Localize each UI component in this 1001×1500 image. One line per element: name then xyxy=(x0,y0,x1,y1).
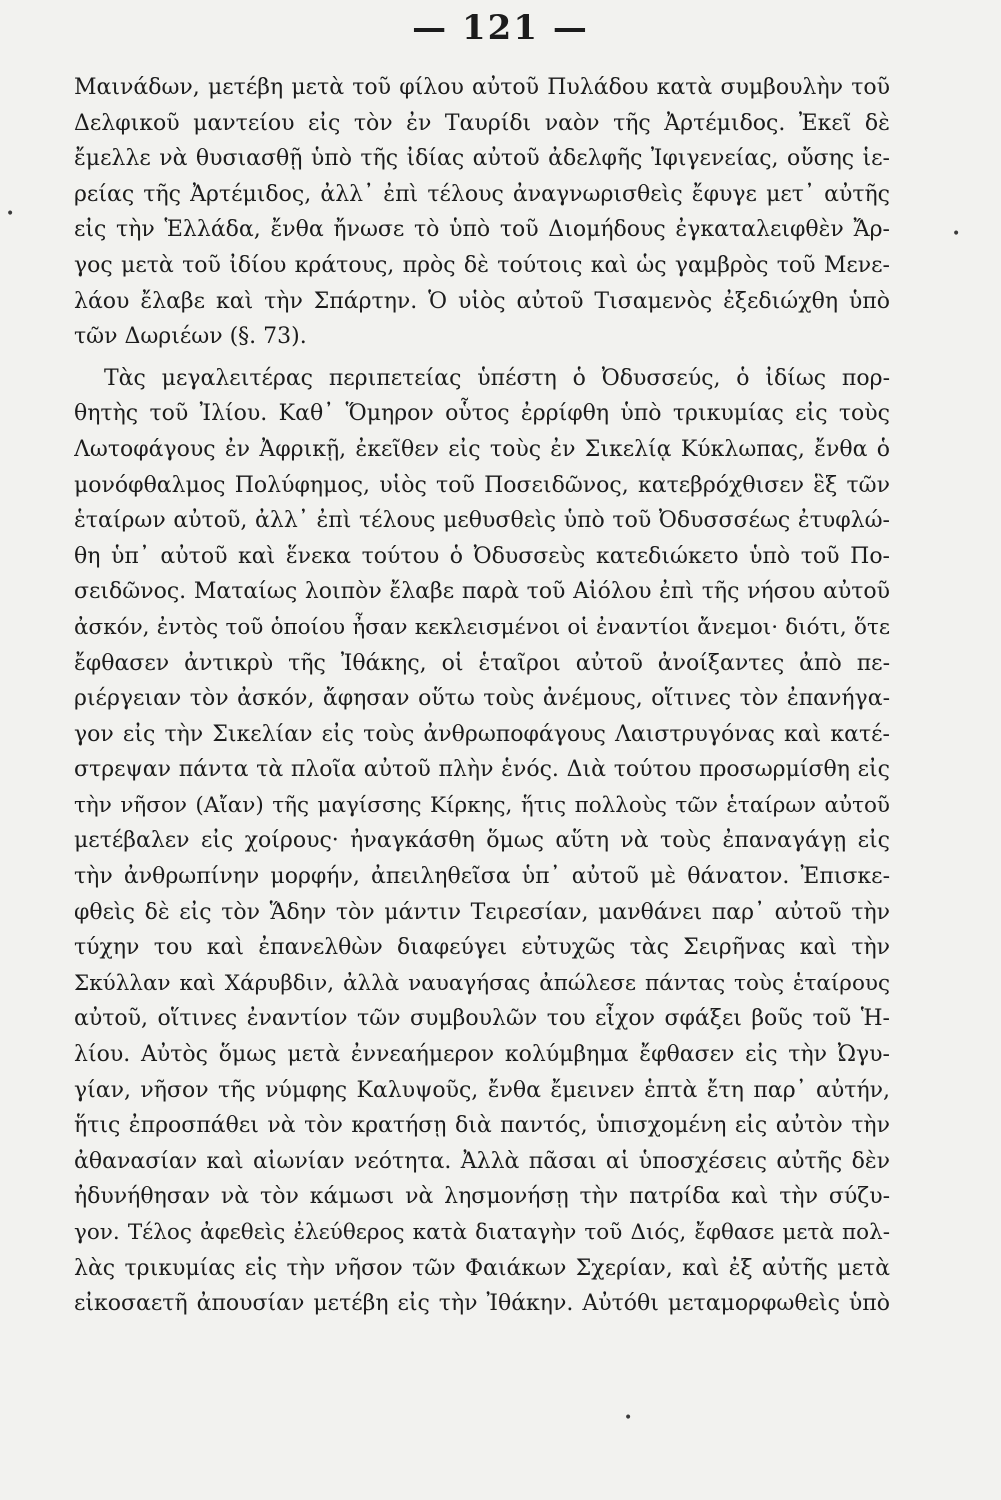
text-line: γος μετὰ τοῦ ἰδίου κράτους, πρὸς δὲ τούτοις καὶ ὡς γαμβρὸς τοῦ Μενε- xyxy=(74,252,890,278)
text-line: Λωτοφάγους ἐν Ἀφρικῇ, ἐκεῖθεν εἰς τοὺς ἐν Σικελίᾳ Κύκλωπας, ἔνθα ὁ xyxy=(74,436,890,462)
text-line: ἔμελλε νὰ θυσιασθῇ ὑπὸ τῆς ἰδίας αὐτοῦ ἀδελφῆς Ἰφιγενείας, οὔσης ἱε- xyxy=(74,146,890,172)
text-line: Δελφικοῦ μαντείου εἰς τὸν ἐν Ταυρίδι ναὸν τῆς Ἀρτέμιδος. Ἐκεῖ δὲ xyxy=(74,110,890,136)
body-text xyxy=(74,70,890,1322)
text-line: τύχην του καὶ ἐπανελθὼν διαφεύγει εὐτυχῶς τὰς Σειρῆνας καὶ τὴν xyxy=(74,935,890,961)
text-line: ἥτις ἐπροσπάθει νὰ τὸν κρατήσῃ διὰ παντός, ὑπισχομένη εἰς αὐτὸν τὴν xyxy=(74,1113,890,1139)
text-line: μετέβαλεν εἰς χοίρους· ἠναγκάσθη ὅμως αὕτη νὰ τοὺς ἐπαναγάγῃ εἰς xyxy=(74,828,890,854)
text-line: τὴν νῆσον (Αἴαν) τῆς μαγίσσης Κίρκης, ἥτις πολλοὺς τῶν ἑταίρων αὐτοῦ xyxy=(74,792,890,818)
text-line: εἰς τὴν Ἑλλάδα, ἔνθα ἤνωσε τὸ ὑπὸ τοῦ Διομήδους ἐγκαταλειφθὲν Ἄρ- xyxy=(74,217,890,243)
text-line: ἀσκόν, ἐντὸς τοῦ ὁποίου ἦσαν κεκλεισμένοι οἱ ἐναντίοι ἄνεμοι· διότι, ὅτε xyxy=(74,614,890,640)
text-line: τὴν ἀνθρωπίνην μορφήν, ἀπειληθεῖσα ὑπ᾽ αὐτοῦ μὲ θάνατον. Ἐπισκε- xyxy=(74,864,890,890)
text-line: Μαινάδων, μετέβη μετὰ τοῦ φίλου αὐτοῦ Πυλάδου κατὰ συμβουλὴν τοῦ xyxy=(74,75,890,100)
text-line: Σκύλλαν καὶ Χάρυβδιν, ἀλλὰ ναυαγήσας ἀπώλεσε πάντας τοὺς ἑταίρους xyxy=(74,970,890,996)
text-line: εἰκοσαετῆ ἀπουσίαν μετέβη εἰς τὴν Ἰθάκην. Αὐτόθι μεταμορφωθεὶς ὑπὸ xyxy=(74,1291,890,1317)
text-line: μονόφθαλμος Πολύφημος, υἱὸς τοῦ Ποσειδῶνος, κατεβρόχθισεν ἓξ τῶν xyxy=(74,472,890,498)
text-line: γον. Τέλος ἀφεθεὶς ἐλεύθερος κατὰ διαταγὴν τοῦ Διός, ἔφθασε μετὰ πολ- xyxy=(74,1220,890,1245)
margin-mark: • xyxy=(624,1410,633,1426)
margin-mark: • xyxy=(6,206,15,222)
paragraph-2 xyxy=(74,361,890,1322)
text-line: στρεψαν πάντα τὰ πλοῖα αὐτοῦ πλὴν ἑνός. Διὰ τούτου προσωρμίσθη εἰς xyxy=(74,757,890,783)
text-line: ἀθανασίαν καὶ αἰωνίαν νεότητα. Ἀλλὰ πᾶσαι αἱ ὑποσχέσεις αὐτῆς δὲν xyxy=(74,1148,890,1174)
margin-mark: • xyxy=(952,226,961,242)
text-line: αὐτοῦ, οἵτινες ἐναντίον τῶν συμβουλῶν του εἶχον σφάξει βοῦς τοῦ Ἡ- xyxy=(74,1006,890,1032)
page-number: — 121 — xyxy=(412,8,589,48)
text-line: ἑταίρων αὐτοῦ, ἀλλ᾽ ἐπὶ τέλους μεθυσθεὶς ὑπὸ τοῦ Ὀδυσσσέως ἐτυφλώ- xyxy=(74,508,890,534)
text-line: θη ὑπ᾽ αὐτοῦ καὶ ἕνεκα τούτου ὁ Ὀδυσσεὺς κατεδιώκετο ὑπὸ τοῦ Πο- xyxy=(74,543,890,569)
text-line: γίαν, νῆσον τῆς νύμφης Καλυψοῦς, ἔνθα ἔμεινεν ἑπτὰ ἔτη παρ᾽ αὐτήν, xyxy=(74,1077,890,1103)
text-line: λὰς τρικυμίας εἰς τὴν νῆσον τῶν Φαιάκων Σχερίαν, καὶ ἐξ αὐτῆς μετὰ xyxy=(74,1255,890,1281)
text-line: ἠδυνήθησαν νὰ τὸν κάμωσι νὰ λησμονήσῃ τὴν πατρίδα καὶ τὴν σύζυ- xyxy=(74,1184,890,1210)
text-line: γον εἰς τὴν Σικελίαν εἰς τοὺς ἀνθρωποφάγους Λαιστρυγόνας καὶ κατέ- xyxy=(74,721,890,747)
text-line: σειδῶνος. Ματαίως λοιπὸν ἔλαβε παρὰ τοῦ Αἰόλου ἐπὶ τῆς νήσου αὐτοῦ xyxy=(74,579,890,605)
text-line: ἔφθασεν ἀντικρὺ τῆς Ἰθάκης, οἱ ἑταῖροι αὐτοῦ ἀνοίξαντες ἀπὸ πε- xyxy=(74,650,890,676)
text-line: ρείας τῆς Ἀρτέμιδος, ἀλλ᾽ ἐπὶ τέλους ἀναγνωρισθεὶς ἔφυγε μετ᾽ αὐτῆς xyxy=(74,181,890,207)
paragraph-1 xyxy=(74,70,890,355)
text-line: λίου. Αὐτὸς ὅμως μετὰ ἐννεαήμερον κολύμβημα ἔφθασεν εἰς τὴν Ὠγυ- xyxy=(74,1042,890,1068)
text-line: λάου ἔλαβε καὶ τὴν Σπάρτην. Ὁ υἱὸς αὐτοῦ Τισαμενὸς ἐξεδιώχθη ὑπὸ xyxy=(74,288,890,314)
text-line: θητὴς τοῦ Ἰλίου. Καθ᾽ Ὅμηρον οὗτος ἐρρίφθη ὑπὸ τρικυμίας εἰς τοὺς xyxy=(74,401,890,427)
text-line: τῶν Δωριέων (§. 73). xyxy=(74,324,307,350)
text-line: Τὰς μεγαλειτέρας περιπετείας ὑπέστη ὁ Ὀδυσσεύς, ὁ ἰδίως πορ- xyxy=(104,365,890,391)
text-line: φθεὶς δὲ εἰς τὸν Ἅδην τὸν μάντιν Τειρεσίαν, μανθάνει παρ᾽ αὐτοῦ τὴν xyxy=(74,899,890,925)
text-line: ριέργειαν τὸν ἀσκόν, ἄφησαν οὕτω τοὺς ἀνέμους, οἵτινες τὸν ἐπανήγα- xyxy=(74,686,890,712)
